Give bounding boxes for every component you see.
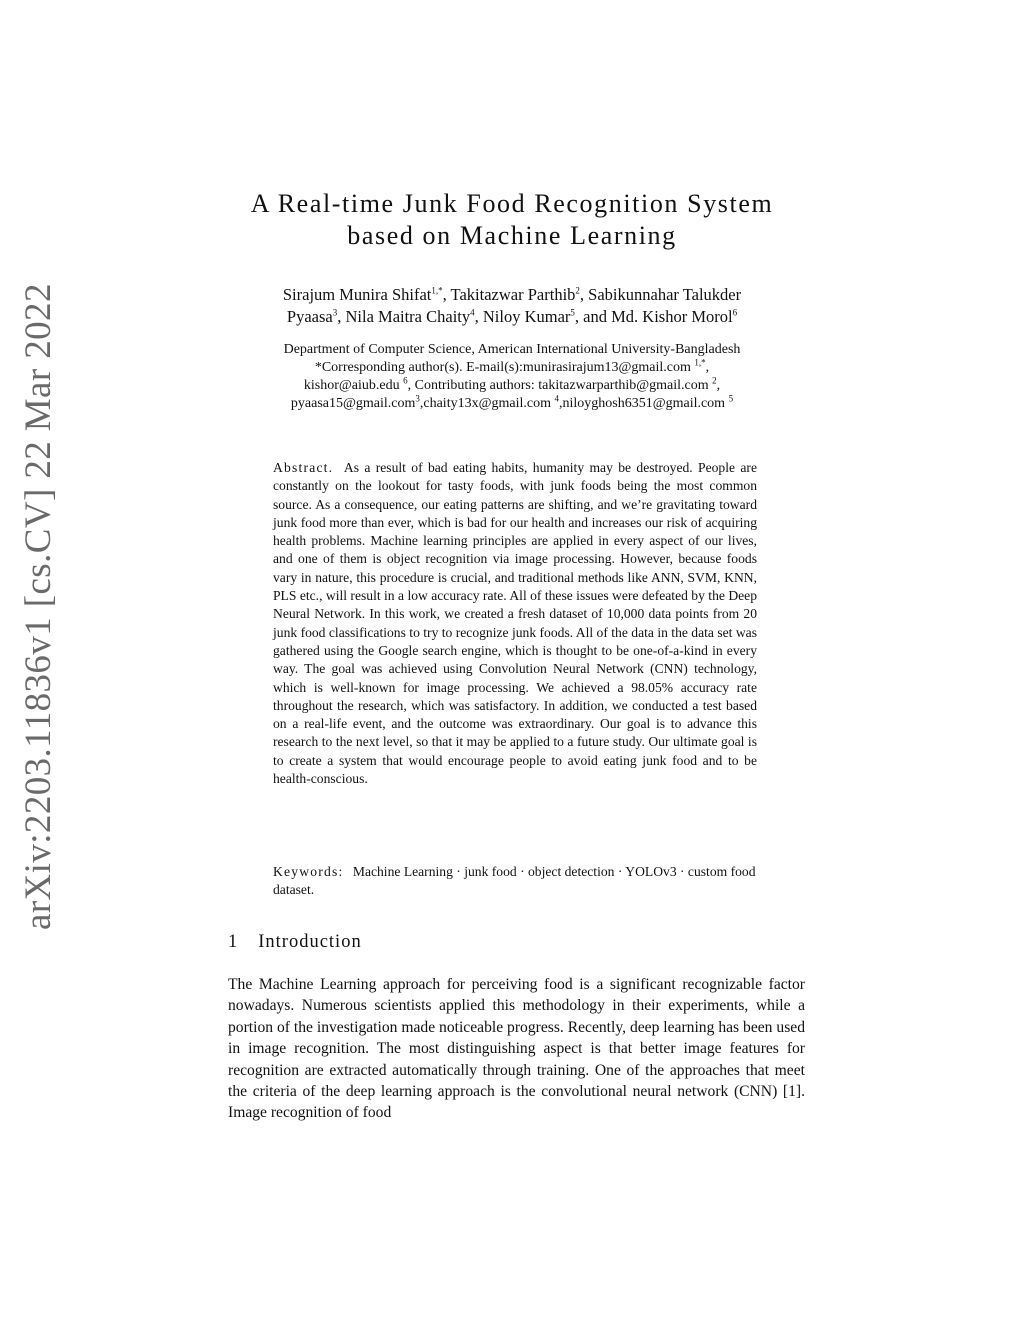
author-marker: 1,* xyxy=(431,285,443,296)
paper-title xyxy=(0,188,1024,252)
title-line-1: A Real-time Junk Food Recognition System xyxy=(250,189,774,218)
section-title: Introduction xyxy=(258,932,362,952)
section-number: 1 xyxy=(228,932,239,952)
section-heading xyxy=(228,932,362,953)
email-marker: 6 xyxy=(403,375,408,386)
author-name: , and Md. Kishor Morol xyxy=(574,307,733,326)
arxiv-side-stamp: arXiv:2203.11836v1 [cs.CV] 22 Mar 2022 xyxy=(18,283,59,930)
intro-paragraph: The Machine Learning approach for perceiving food is a significant recognizable factor nowadays. Numerous scientists applied this methodology in their experiments, while a portion of the investigation made noticeable progress. Recently, deep learning has been used in image recognition. The most distinguishing aspect is that better image features for recognition are extracted automatically through training. One of the approaches that meet the criteria of the deep learning approach is the convolutional neural network (CNN) [1]. Image recognition of food xyxy=(228,976,805,1122)
author-marker: 4 xyxy=(470,307,475,318)
author-marker: 3 xyxy=(332,307,338,318)
title-line-2: based on Machine Learning xyxy=(347,221,677,250)
author-marker: 2 xyxy=(575,285,580,296)
separator: , xyxy=(705,360,710,375)
email-marker: 4 xyxy=(554,393,559,404)
keywords-text: Machine Learning · junk food · object detection · YOLOv3 · custom food dataset. xyxy=(273,864,756,898)
affiliation-block xyxy=(0,341,1024,413)
email-marker: 2 xyxy=(712,375,717,386)
keywords-label: Keywords: xyxy=(273,864,344,879)
email-marker: 3 xyxy=(415,393,420,404)
author-name: , Nila Maitra Chaity xyxy=(337,307,471,326)
corresponding-text: *Corresponding author(s). E-mail(s):munirasirajum13@gmail.com xyxy=(314,360,695,375)
author-name: , Niloy Kumar xyxy=(474,307,571,326)
corresponding-marker: 1,* xyxy=(694,357,706,368)
author-line-2 xyxy=(0,306,1024,328)
separator: , xyxy=(716,378,721,393)
email-marker: 5 xyxy=(728,393,734,404)
email-text: ,chaity13x@gmail.com xyxy=(419,396,555,411)
author-line-1 xyxy=(0,284,1024,306)
abstract xyxy=(273,459,757,788)
keywords xyxy=(273,863,757,900)
author-name: , Sabikunnahar Talukder xyxy=(579,285,742,304)
author-name: Sirajum Munira Shifat xyxy=(282,285,432,304)
author-name: , Takitazwar Parthib xyxy=(442,285,576,304)
email-text: ,niloyghosh6351@gmail.com xyxy=(558,396,729,411)
corresponding-author-line xyxy=(0,359,1024,377)
abstract-text: As a result of bad eating habits, humanity may be destroyed. People are constantly on the lookout for tasty foods, with junk foods being the most common source. As a consequence, our eating patterns are shifting, and we’re gravitating toward junk food more than ever, which is bad for our health and increases our risk of acquiring health problems. Machine learning principles are applied in every aspect of our lives, and one of them is object recognition via image processing. However, because foods vary in nature, this procedure is crucial, and traditional methods like ANN, SVM, KNN, PLS etc., will result in a low accuracy rate. All of these issues were defeated by the Deep Neural Network. In this work, we created a fresh dataset of 10,000 data points from 20 junk food classifications to try to recognize junk foods. All of the data in the data set was gathered using the Google search engine, which is thought to be one-of-a-kind in every way. The goal was achieved using Convolution Neural Network (CNN) technology, which is well-known for image processing. We achieved a 98.05% accuracy rate throughout the research, which was satisfactory. In addition, we conducted a test based on a real-life event, and the outcome was extraordinary. Our goal is to advance this research to the next level, so that it may be applied to a future study. Our ultimate goal is to create a system that would encourage people to avoid eating junk food and to be health-conscious. xyxy=(273,460,757,787)
contributing-authors-line xyxy=(0,377,1024,395)
author-name: Pyaasa xyxy=(286,307,333,326)
affiliation-dept: Department of Computer Science, American International University-Bangladesh xyxy=(283,342,741,357)
emails-line xyxy=(0,395,1024,413)
author-marker: 6 xyxy=(732,307,738,318)
contributing-text: , Contributing authors: takitazwarparthib@gmail.com xyxy=(407,378,713,393)
email-text: kishor@aiub.edu xyxy=(303,378,404,393)
abstract-label: Abstract. xyxy=(273,460,334,475)
email-text: pyaasa15@gmail.com xyxy=(290,396,416,411)
author-marker: 5 xyxy=(570,307,575,318)
author-list xyxy=(0,284,1024,328)
